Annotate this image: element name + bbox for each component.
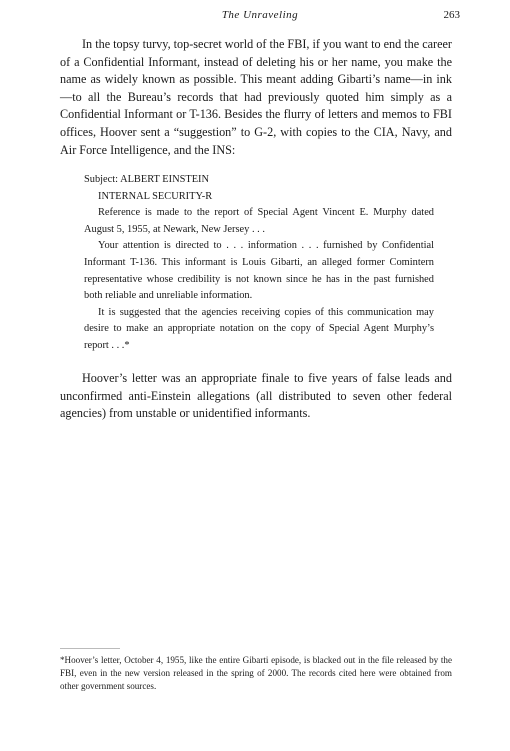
memo-paragraph-1: Reference is made to the report of Special Agent Vincent E. Murphy dated August 5, 1955, at Newark, New Jersey . . .: [84, 207, 434, 235]
footnote: *Hoover’s letter, October 4, 1955, like the entire Gibarti episode, is blacked out in the file released by the FBI, even in the new version released in the spring of 2000. The records cited here were obtained from other government sources.: [60, 655, 452, 692]
memo-paragraph-2: Your attention is directed to . . . information . . . furnished by Confidential Informant T-136. This informant is Louis Gibarti, an alleged former Comintern representative whose credibility is not known since he has in the past furnished both reliable and unreliable information.: [84, 240, 434, 302]
memo-subject: Subject: ALBERT EINSTEIN: [84, 174, 210, 185]
body-paragraph-2: Hoover’s letter was an appropriate finale to five years of false leads and unconfirmed anti-Einstein allegations (all distributed to seven other federal agencies) from unstable or unidentified informants.: [60, 371, 452, 421]
page-number: 263: [443, 9, 460, 21]
running-title: The Unraveling: [221, 9, 299, 21]
body-paragraph-1: In the topsy turvy, top-secret world of the FBI, if you want to end the career of a Confidential Informant, instead of deleting his or her name, you make the name as widely known as possible. This meant adding Gibarti’s name—in ink—to all the Bureau’s records that had previously quoted him simply as a Confidential Informant or T-136. Besides the flurry of letters and memos to FBI offices, Hoover sent a “suggestion” to G-2, with copies to the CIA, Navy, and Air Force Intelligence, and the INS:: [60, 37, 452, 157]
memo-subject-line2: INTERNAL SECURITY-R: [98, 190, 213, 202]
memo-paragraph-3: It is suggested that the agencies receiving copies of this communication may desire to make an appropriate notation on the copy of Special Agent Murphy’s report . . .*: [84, 306, 434, 351]
quoted-memo: [84, 172, 434, 355]
running-head: [60, 9, 460, 23]
footnote-divider: [60, 648, 120, 649]
